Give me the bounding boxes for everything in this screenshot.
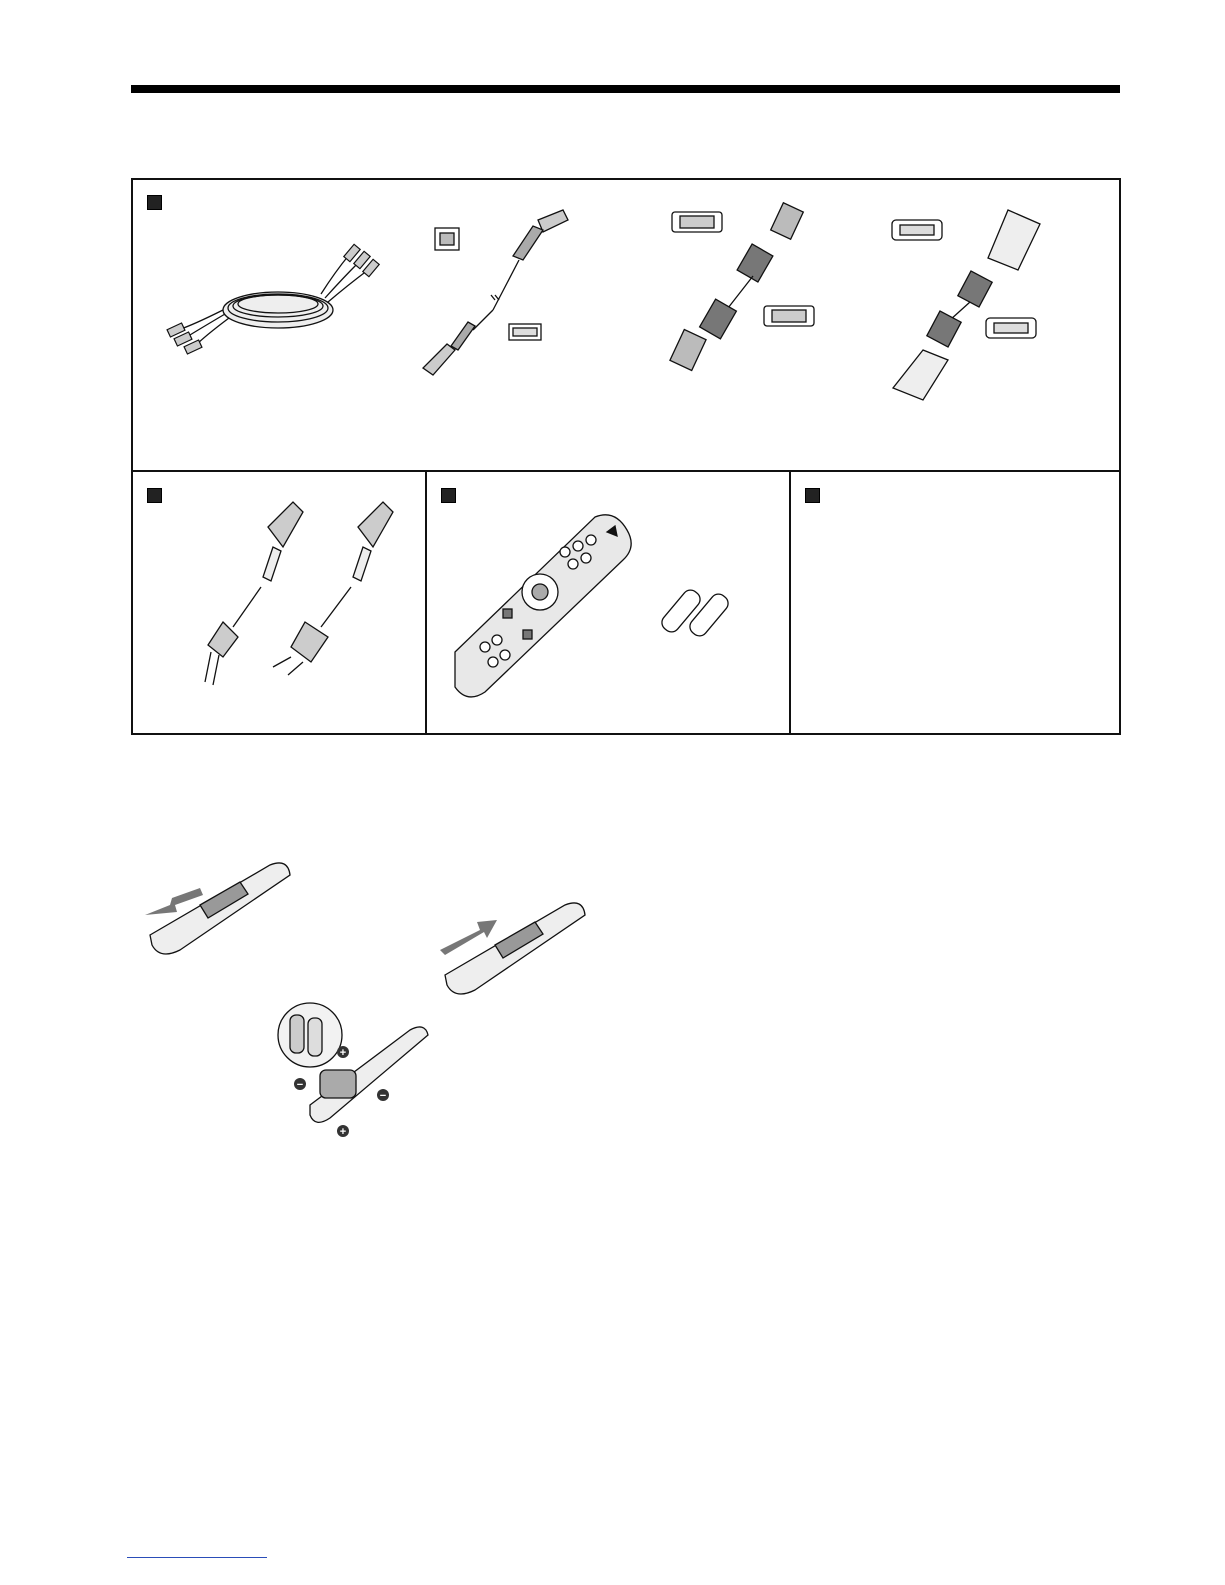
section-marker — [805, 488, 820, 503]
av-cable-illustration — [163, 230, 403, 360]
rs232c-cable-illustration — [868, 200, 1068, 405]
power-cords-illustration — [153, 497, 423, 687]
page-link[interactable] — [127, 1557, 267, 1558]
power-cords-cell — [133, 472, 427, 733]
usb-cable-illustration — [403, 200, 573, 380]
accessories-box — [131, 178, 1121, 735]
step-close-cover-illustration — [435, 890, 595, 1000]
batteries-illustration — [662, 567, 762, 637]
polarity-minus-label: − — [379, 1090, 387, 1102]
remote-control-cell — [427, 472, 791, 733]
step-open-cover-illustration — [140, 850, 300, 960]
polarity-plus-label: + — [339, 1126, 347, 1138]
remote-control-illustration — [445, 512, 645, 702]
section-marker — [147, 195, 162, 210]
cables-row — [133, 180, 1119, 472]
bottom-row — [133, 472, 1119, 733]
extra-item-cell — [791, 472, 1119, 733]
top-rule — [131, 85, 1120, 93]
vga-cable-illustration — [658, 198, 833, 378]
polarity-minus-label: − — [296, 1079, 304, 1091]
step-insert-batteries-illustration — [270, 1000, 440, 1140]
polarity-plus-label: + — [339, 1047, 347, 1059]
section-marker — [441, 488, 456, 503]
